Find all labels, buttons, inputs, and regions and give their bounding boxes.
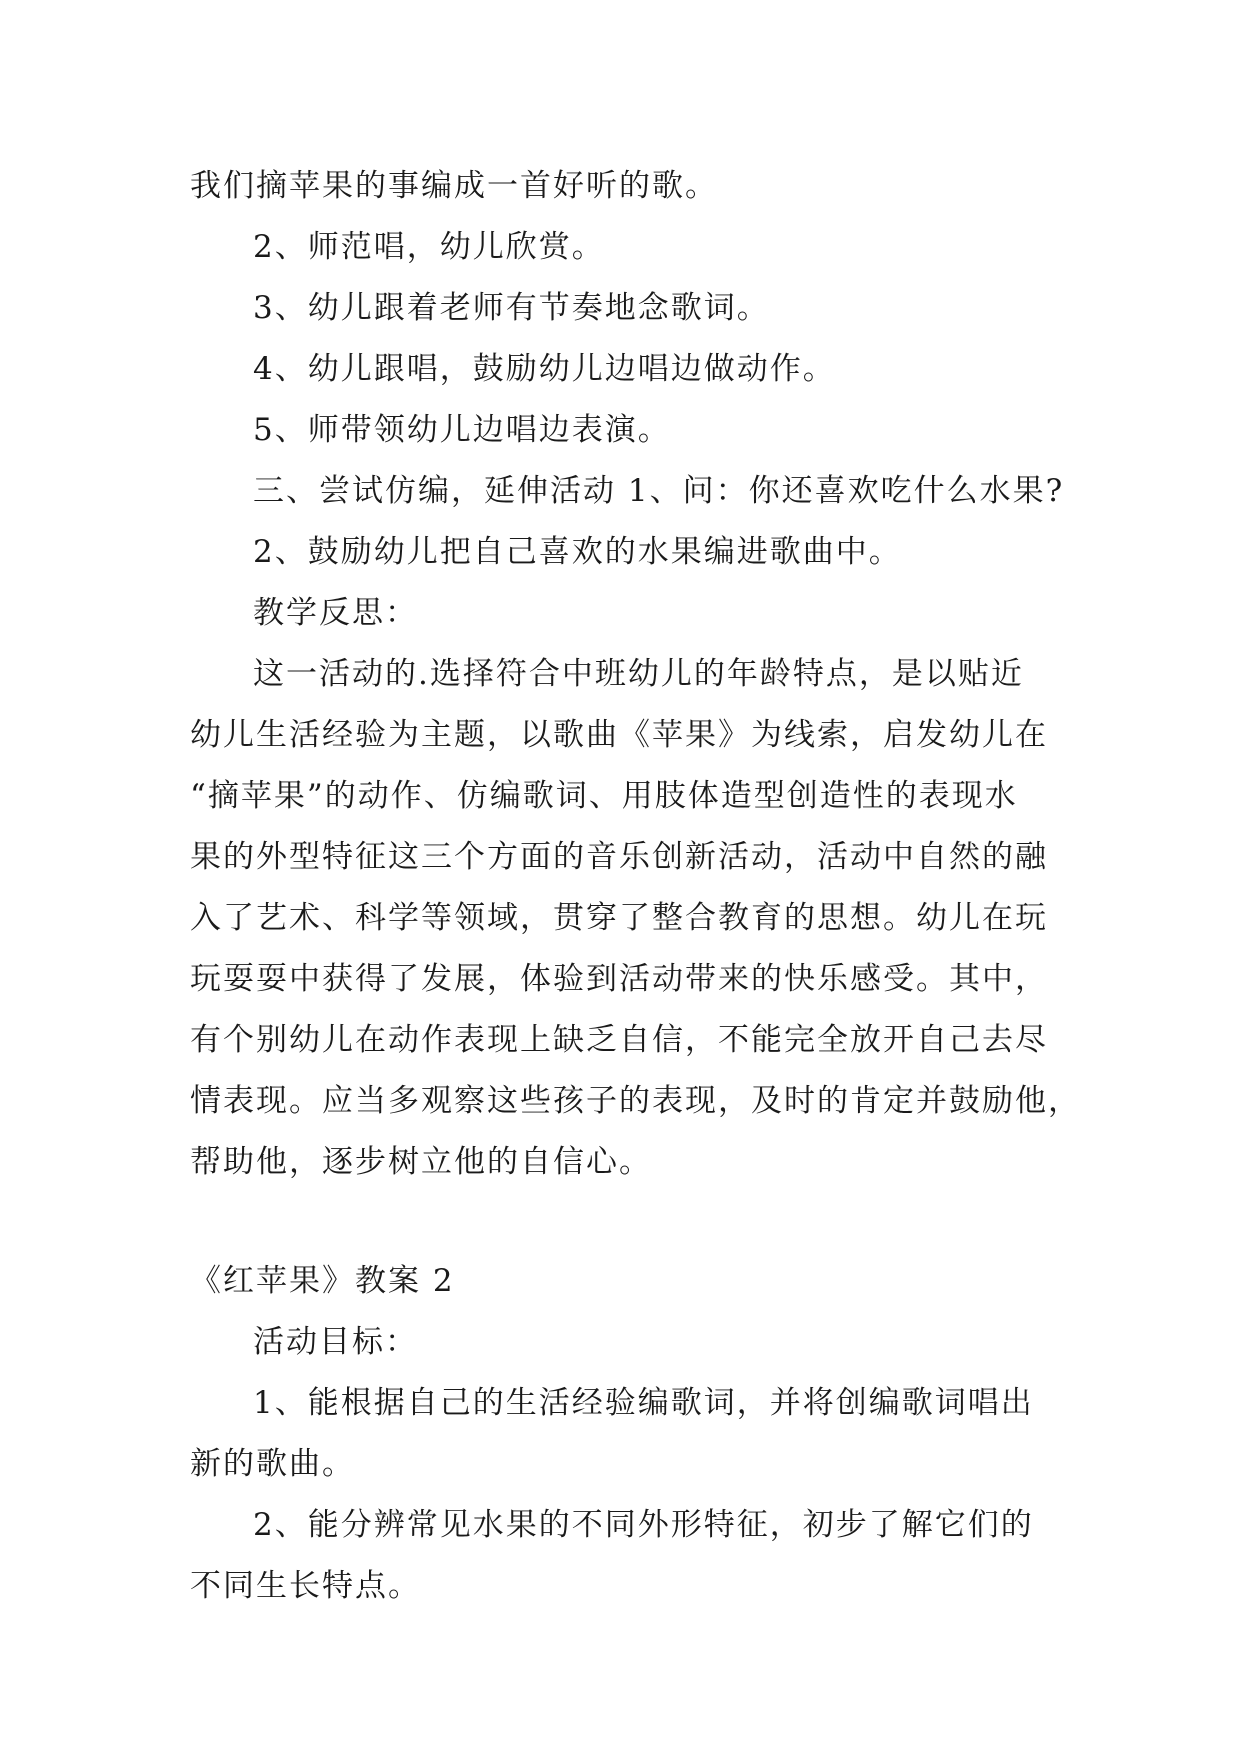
goals-heading: 活动目标： bbox=[253, 1324, 418, 1360]
goal-line: 2、能分辨常见水果的不同外形特征，初步了解它们的 bbox=[253, 1507, 1034, 1543]
lesson-title: 《红苹果》教案 2 bbox=[190, 1263, 455, 1299]
paragraph-line: 这一活动的.选择符合中班幼儿的年龄特点，是以贴近 bbox=[253, 656, 1024, 692]
step-line: 4、幼儿跟唱，鼓励幼儿边唱边做动作。 bbox=[253, 351, 836, 387]
paragraph-line: 我们摘苹果的事编成一首好听的歌。 bbox=[190, 168, 718, 204]
paragraph-line: 帮助他，逐步树立他的自信心。 bbox=[190, 1144, 652, 1180]
section-heading: 三、尝试仿编，延伸活动 1、问：你还喜欢吃什么水果? bbox=[253, 473, 1065, 509]
reflection-heading: 教学反思： bbox=[253, 595, 418, 631]
paragraph-line: 玩耍耍中获得了发展，体验到活动带来的快乐感受。其中， bbox=[190, 961, 1048, 997]
paragraph-line: 果的外型特征这三个方面的音乐创新活动，活动中自然的融 bbox=[190, 839, 1048, 875]
step-line: 5、师带领幼儿边唱边表演。 bbox=[253, 412, 671, 448]
goal-line: 不同生长特点。 bbox=[190, 1568, 421, 1604]
goal-line: 新的歌曲。 bbox=[190, 1446, 355, 1482]
goal-line: 1、能根据自己的生活经验编歌词，并将创编歌词唱出 bbox=[253, 1385, 1034, 1421]
paragraph-line: 幼儿生活经验为主题，以歌曲《苹果》为线索，启发幼儿在 bbox=[190, 717, 1048, 753]
step-line: 3、幼儿跟着老师有节奏地念歌词。 bbox=[253, 290, 770, 326]
paragraph-line: 入了艺术、科学等领域，贯穿了整合教育的思想。幼儿在玩 bbox=[190, 900, 1048, 936]
paragraph-line: 情表现。应当多观察这些孩子的表现，及时的肯定并鼓励他， bbox=[190, 1083, 1081, 1119]
step-line: 2、师范唱，幼儿欣赏。 bbox=[253, 229, 605, 265]
step-line: 2、鼓励幼儿把自己喜欢的水果编进歌曲中。 bbox=[253, 534, 902, 570]
paragraph-line: “摘苹果”的动作、仿编歌词、用肢体造型创造性的表现水 bbox=[190, 778, 1018, 814]
paragraph-line: 有个别幼儿在动作表现上缺乏自信，不能完全放开自己去尽 bbox=[190, 1022, 1048, 1058]
